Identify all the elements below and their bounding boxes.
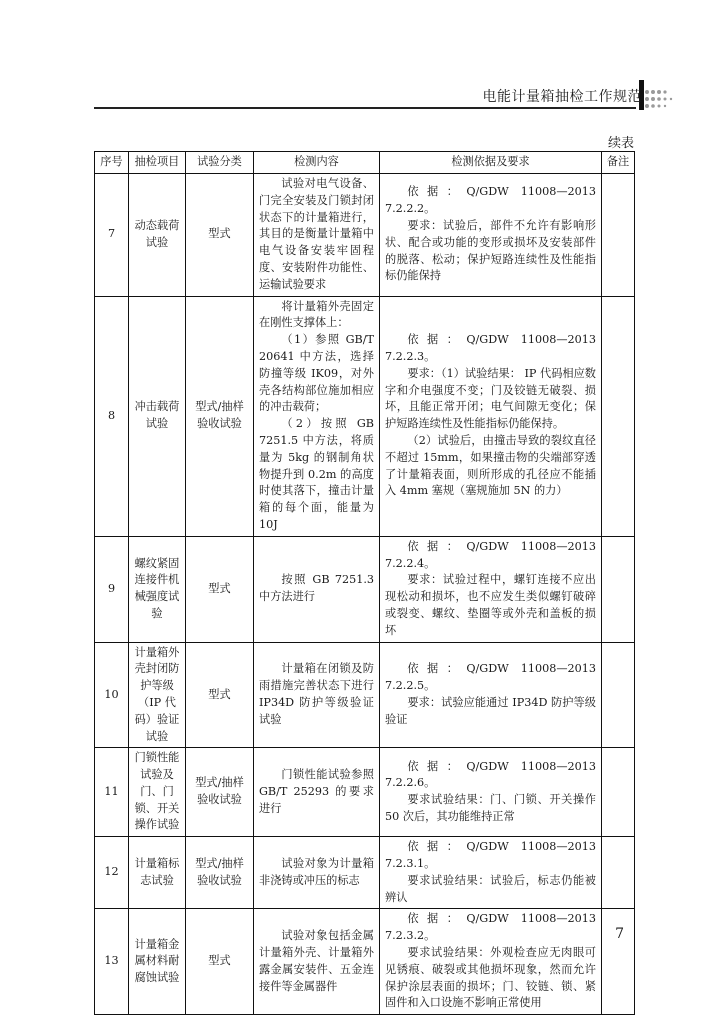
row-note — [602, 296, 635, 536]
table-row — [95, 296, 635, 536]
running-header-title: 电能计量箱抽检工作规范 — [482, 89, 642, 105]
basis-line: 要求试验结果：试验后，标志仍能被辨认 — [385, 873, 596, 904]
basis-line: 依据：Q/GDW 11008—2013 7.2.2.2。 — [385, 185, 596, 216]
table-row — [95, 536, 635, 642]
row-note — [602, 174, 635, 297]
col-header-item: 抽检项目 — [129, 152, 186, 174]
row-item: 门锁性能试验及门、门锁、开关操作试验 — [129, 748, 186, 837]
row-basis — [380, 174, 602, 297]
row-item: 计量箱金属材料耐腐蚀试验 — [129, 909, 186, 1015]
col-header-no: 序号 — [95, 152, 129, 174]
table-header-row — [95, 152, 635, 174]
row-basis — [380, 536, 602, 642]
content-line: 将计量箱外壳固定在刚性支撑体上： — [259, 299, 374, 330]
row-category: 型式 — [186, 536, 254, 642]
row-no: 10 — [95, 642, 129, 748]
col-header-category: 试验分类 — [186, 152, 254, 174]
row-content — [254, 536, 380, 642]
row-category: 型式 — [186, 642, 254, 748]
row-no: 13 — [95, 909, 129, 1015]
table-row — [95, 174, 635, 297]
row-item: 计量箱标志试验 — [129, 837, 186, 909]
content-line: 门锁性能试验参照 GB/T 25293 的要求进行 — [259, 768, 374, 815]
row-note — [602, 748, 635, 837]
row-no: 8 — [95, 296, 129, 536]
content-line: 试验对象为计量箱非浇铸或冲压的标志 — [259, 857, 374, 887]
row-basis — [380, 642, 602, 748]
row-no: 11 — [95, 748, 129, 837]
continued-table-label: 续表 — [607, 136, 634, 151]
row-content — [254, 296, 380, 536]
row-item: 动态载荷试验 — [129, 174, 186, 297]
basis-line: 要求：（1）试验结果： IP 代码相应数字和介电强度不变；门及铰链无破裂、损坏，且能正常开闭；电气间隙无变化；保护短路连续性及性能指标仍能保持。 — [385, 366, 596, 431]
row-item: 冲击载荷试验 — [129, 296, 186, 536]
basis-line: 依据：Q/GDW 11008—2013 7.2.3.2。 — [385, 912, 596, 943]
basis-line: 依据：Q/GDW 11008—2013 7.2.2.3。 — [385, 333, 596, 363]
basis-line: （2）试验后，由撞击导致的裂纹直径不超过 15mm，如果撞击物的尖端部穿透了计量箱表面，则所形成的孔径应不能插入 4mm 塞规（塞规施加 5N 的力） — [385, 433, 596, 498]
row-content — [254, 837, 380, 909]
row-note — [602, 837, 635, 909]
basis-line: 依据：Q/GDW 11008—2013 7.2.3.1。 — [385, 840, 596, 871]
table-row — [95, 837, 635, 909]
row-basis — [380, 909, 602, 1015]
content-line: 按照 GB 7251.3 中方法进行 — [259, 573, 374, 604]
basis-line: 依据：Q/GDW 11008—2013 7.2.2.5。 — [385, 662, 596, 693]
row-note — [602, 536, 635, 642]
row-category: 型式/抽样验收试验 — [186, 748, 254, 837]
page-number: 7 — [615, 926, 624, 942]
content-line: 计量箱在闭锁及防雨措施完善状态下进行 IP34D 防护等级验证试验 — [259, 662, 374, 726]
row-no: 7 — [95, 174, 129, 297]
content-line: 试验对电气设备、门完全安装及门锁封闭状态下的计量箱进行，其目的是衡量计量箱中电气设备安装牢固程度、安装附件功能性、运输试验要求 — [259, 177, 374, 291]
row-content — [254, 174, 380, 297]
row-note — [602, 909, 635, 1015]
basis-line: 依据：Q/GDW 11008—2013 7.2.2.4。 — [385, 539, 596, 570]
col-header-note: 备注 — [602, 152, 635, 174]
basis-line: 要求：试验应能通过 IP34D 防护等级验证 — [385, 695, 596, 726]
table-row — [95, 642, 635, 748]
decorative-dots-icon — [644, 88, 676, 110]
row-content — [254, 642, 380, 748]
basis-line: 要求：试验过程中，螺钉连接不应出现松动和损坏，也不应发生类似螺钉破碎或裂变、螺纹、垫圈等或外壳和盖板的损坏 — [385, 573, 596, 637]
table-row — [95, 909, 635, 1015]
row-category: 型式/抽样验收试验 — [186, 296, 254, 536]
row-basis — [380, 296, 602, 536]
row-note — [602, 642, 635, 748]
header-rule — [94, 107, 636, 109]
row-no: 9 — [95, 536, 129, 642]
content-line: （1）参照 GB/T 20641 中方法，选择防撞等级 IK09，对外壳各结构部位施加相应的冲击载荷； — [259, 333, 374, 414]
row-no: 12 — [95, 837, 129, 909]
row-category: 型式 — [186, 909, 254, 1015]
inspection-table — [94, 151, 635, 1015]
col-header-basis: 检测依据及要求 — [380, 152, 602, 174]
row-basis — [380, 837, 602, 909]
content-line: （2）按照 GB 7251.5 中方法，将质量为 5kg 的钢制角状物提升到 0.2m 的高度时使其落下，撞击计量箱的每个面，能量为 10J — [259, 417, 374, 531]
basis-line: 要求试验结果：外观检查应无肉眼可见锈痕、破裂或其他损坏现象，然而允许保护涂层表面的损坏；门、铰链、锁、紧固件和入口设施不影响正常使用 — [385, 946, 596, 1010]
content-line: 试验对象包括金属计量箱外壳、计量箱外露金属安装件、五金连接件等金属器件 — [259, 929, 374, 993]
col-header-content: 检测内容 — [254, 152, 380, 174]
row-item: 计量箱外壳封闭防护等级（IP 代码）验证试验 — [129, 642, 186, 748]
row-content — [254, 909, 380, 1015]
basis-line: 要求：试验后，部件不允许有影响形状、配合或功能的变形或损坏及安装部件的脱落、松动；保护短路连续性及性能指标仍能保持 — [385, 218, 596, 283]
row-category: 型式/抽样验收试验 — [186, 837, 254, 909]
row-item: 螺纹紧固连接件机械强度试验 — [129, 536, 186, 642]
row-content — [254, 748, 380, 837]
row-category: 型式 — [186, 174, 254, 297]
row-basis — [380, 748, 602, 837]
table-row — [95, 748, 635, 837]
basis-line: 依据：Q/GDW 11008—2013 7.2.2.6。 — [385, 759, 596, 790]
basis-line: 要求试验结果：门、门锁、开关操作 50 次后，其功能维持正常 — [385, 793, 596, 824]
